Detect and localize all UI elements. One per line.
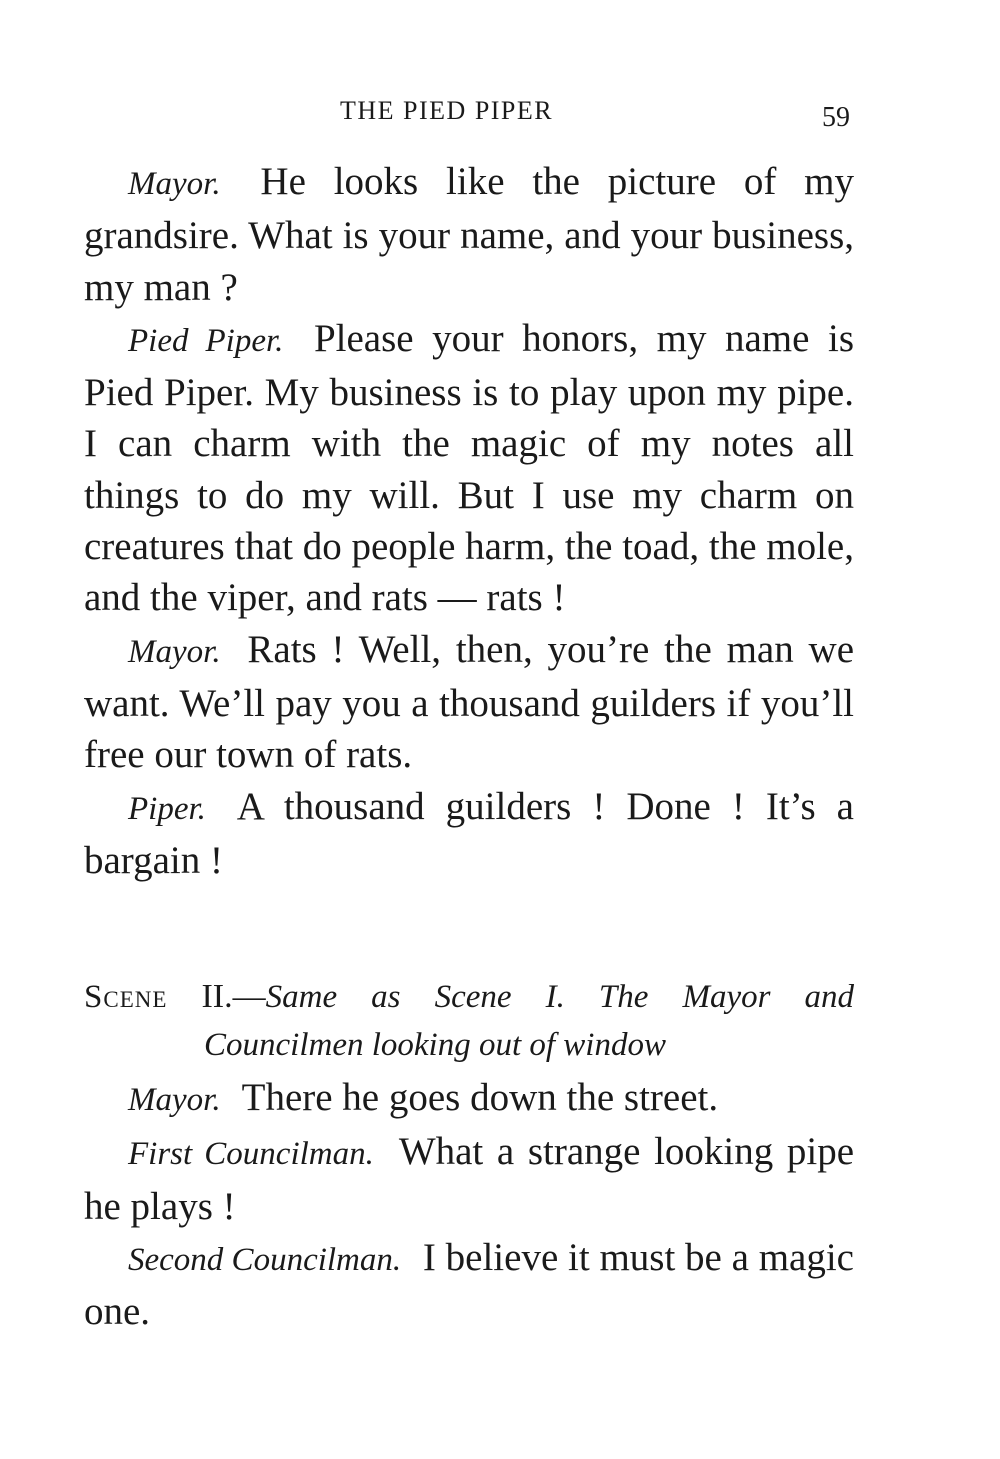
dialogue-text: Please your honors, my name is Pied Piper. My business is to play upon my pipe. I can charm with the magic of my notes all things to do my will. But I use my charm on creatures that do people harm, the toad, the mole, and the viper, and rats — rats ! xyxy=(84,316,854,620)
page-number: 59 xyxy=(822,102,850,133)
dialogue-paragraph xyxy=(84,1072,854,1126)
scene-number: II. xyxy=(201,978,233,1015)
dialogue-paragraph xyxy=(84,1232,854,1338)
speaker-name: Pied Piper. xyxy=(128,322,284,359)
speaker-name: First Councilman. xyxy=(128,1136,374,1173)
scene-heading-line-1 xyxy=(84,972,854,1022)
speaker-name: Mayor. xyxy=(128,166,221,202)
scene-dash: — xyxy=(232,979,266,1015)
stage-direction-line-2: Councilmen looking out of window xyxy=(204,1027,666,1063)
dialogue-paragraph xyxy=(84,781,854,887)
dialogue-text: A thousand guilders ! Done ! It’s a bargain ! xyxy=(84,784,854,882)
speaker-name: Mayor. xyxy=(128,1082,221,1118)
speaker-name: Piper. xyxy=(128,790,206,827)
speaker-name: Mayor. xyxy=(128,633,221,670)
dialogue-paragraph xyxy=(84,313,854,624)
scene-one-dialogue xyxy=(84,156,854,886)
running-head xyxy=(0,96,1000,136)
running-title: THE PIED PIPER xyxy=(340,96,554,125)
scene-heading xyxy=(84,972,854,1068)
speaker-name: Second Councilman. xyxy=(128,1241,402,1278)
dialogue-text: Rats ! Well, then, you’re the man we want. We’ll pay you a thousand guilders if you’ll free our town of rats. xyxy=(84,627,855,777)
dialogue-paragraph xyxy=(84,156,854,313)
scene-label: Scene xyxy=(84,979,168,1015)
dialogue-text: I believe it must be a magic one. xyxy=(84,1235,854,1334)
dialogue-text: What a strange looking pipe he plays ! xyxy=(84,1130,855,1228)
scene-two-dialogue xyxy=(84,1072,854,1337)
stage-direction-line-1: Same as Scene I. The Mayor and xyxy=(265,979,855,1015)
dialogue-paragraph xyxy=(84,1126,854,1232)
dialogue-paragraph xyxy=(84,624,854,781)
dialogue-text: He looks like the picture of my grandsire. What is your name, and your business, my man ? xyxy=(84,160,855,309)
dialogue-text: There he goes down the street. xyxy=(241,1076,719,1119)
